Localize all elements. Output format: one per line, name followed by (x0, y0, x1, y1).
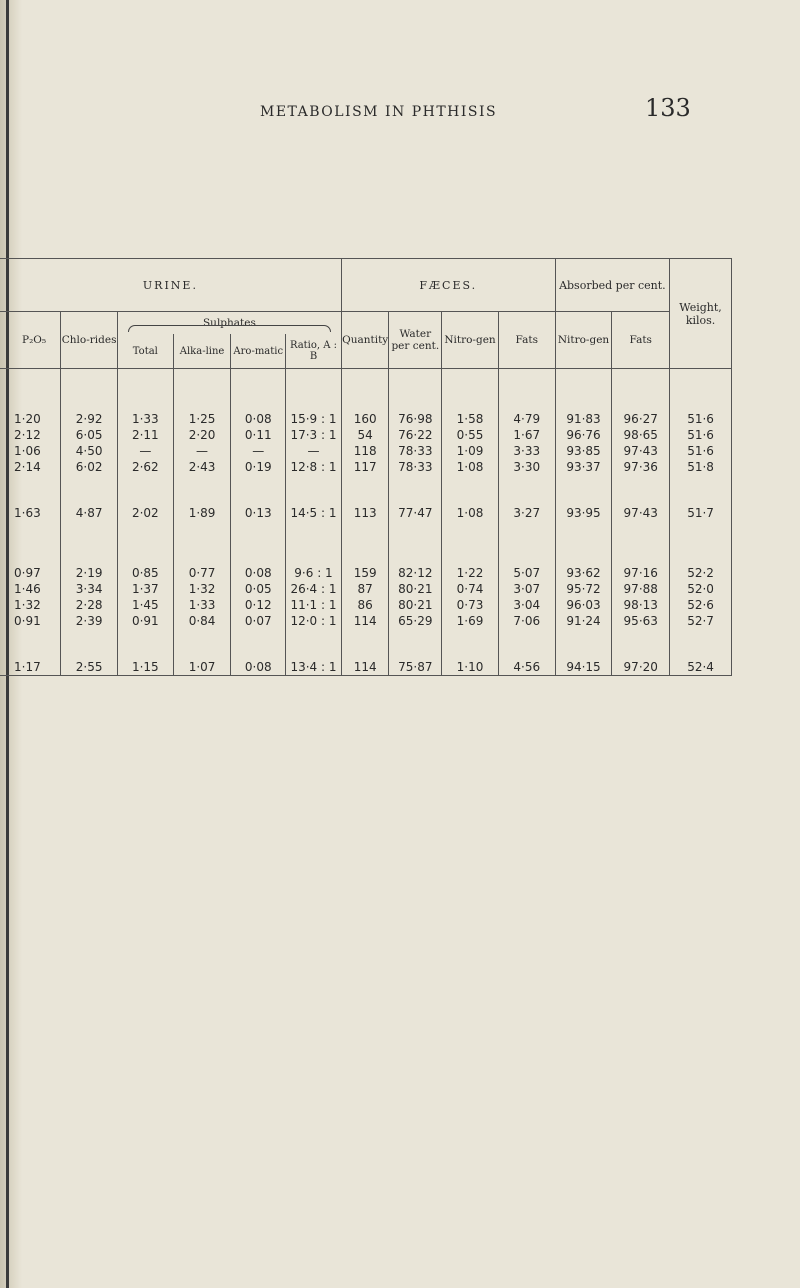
spacer-row (0, 383, 732, 397)
table-cell: 0·77 (173, 565, 231, 581)
table-cell: 93·95 (555, 505, 612, 521)
table-cell: 0·11 (231, 427, 286, 443)
table-cell: 82·12 (389, 565, 442, 581)
table-cell: 4·79 (498, 411, 555, 427)
table-cell: 97·20 (612, 659, 670, 676)
table-cell: 3·30 (498, 459, 555, 475)
group-header-row (0, 259, 732, 312)
table-cell: 93·85 (555, 443, 612, 459)
table-cell: 1·09 (442, 443, 499, 459)
faeces-nitrogen-header: Nitro-gen (442, 312, 499, 369)
quantity-header: Quantity (341, 312, 389, 369)
faeces-fats-header: Fats (498, 312, 555, 369)
table-cell: 12·0 : 1 (286, 613, 342, 629)
table-cell: 51·6 (670, 443, 732, 459)
table-cell: 1·89 (173, 505, 231, 521)
table-cell: 118 (341, 443, 389, 459)
spacer-row (0, 369, 732, 384)
table-cell: 2·02 (117, 505, 173, 521)
table-cell: 2·14 (14, 460, 41, 474)
absorbed-nitrogen-header: Nitro-gen (555, 312, 612, 369)
table-cell: 1·32 (14, 598, 41, 612)
table-row (0, 597, 732, 613)
table-cell: 0·12 (231, 597, 286, 613)
table-row (0, 411, 732, 427)
table-cell: 113 (341, 505, 389, 521)
table-cell: 0·08 (231, 565, 286, 581)
table-cell: 54 (341, 427, 389, 443)
table-cell: 97·88 (612, 581, 670, 597)
table-cell: 1·67 (498, 427, 555, 443)
table-cell: 75·87 (389, 659, 442, 676)
table-cell: 2·39 (61, 613, 118, 629)
table-cell: 0·13 (231, 505, 286, 521)
table-cell: 51·6 (670, 411, 732, 427)
p2o5-header: P₂O₅ (0, 312, 61, 369)
table-cell: 97·43 (612, 443, 670, 459)
table-cell: 98·13 (612, 597, 670, 613)
table-cell: 0·91 (117, 613, 173, 629)
table-cell: 3·34 (61, 581, 118, 597)
table-cell: 80·21 (389, 581, 442, 597)
table-cell: 4·87 (61, 505, 118, 521)
table-cell: 94·15 (555, 659, 612, 676)
table-cell: 12·8 : 1 (286, 459, 342, 475)
table-cell: 1·10 (442, 659, 499, 676)
table-cell: 97·16 (612, 565, 670, 581)
chlorides-header: Chlo-rides (61, 312, 118, 369)
table-row (0, 565, 732, 581)
table-cell: 78·33 (389, 443, 442, 459)
table-cell: 0·55 (442, 427, 499, 443)
table-cell: 2·28 (61, 597, 118, 613)
table-cell: 6·02 (61, 459, 118, 475)
table-cell: 76·22 (389, 427, 442, 443)
table-cell: 65·29 (389, 613, 442, 629)
sulphates-brace (128, 325, 331, 332)
table-cell: 95·63 (612, 613, 670, 629)
table-cell: 1·17 (0, 659, 61, 676)
table-cell: 1·33 (173, 597, 231, 613)
table-cell: 2·55 (61, 659, 118, 676)
table-cell: 1·20 (14, 412, 41, 426)
metabolism-table (0, 258, 732, 676)
table-cell: 26·4 : 1 (286, 581, 342, 597)
table-row (0, 427, 732, 443)
spacer-row (0, 551, 732, 565)
table-cell: 96·27 (612, 411, 670, 427)
table-cell: 0·08 (231, 411, 286, 427)
column-header-row (0, 312, 732, 335)
table-cell: 3·04 (498, 597, 555, 613)
table-cell: 9·6 : 1 (286, 565, 342, 581)
table-body (0, 411, 732, 676)
table-cell: 91·24 (555, 613, 612, 629)
table-cell: — (231, 443, 286, 459)
table-cell: 2·92 (61, 411, 118, 427)
table-cell: 7·06 (498, 613, 555, 629)
table-cell: 2·11 (117, 427, 173, 443)
table-cell: 1·08 (442, 505, 499, 521)
absorbed-group-header: Absorbed per cent. (555, 259, 669, 312)
table-cell: 52·4 (670, 659, 732, 676)
table-cell: 1·37 (117, 581, 173, 597)
table-cell: 97·43 (612, 505, 670, 521)
table-cell: 51·6 (670, 427, 732, 443)
table-cell: 0·19 (231, 459, 286, 475)
table-cell: 95·72 (555, 581, 612, 597)
table-cell: 15·9 : 1 (286, 411, 342, 427)
faeces-group-header: FÆCES. (341, 259, 555, 312)
water-header: Water per cent. (389, 312, 442, 369)
table-cell: 1·63 (14, 506, 41, 520)
table-cell: 114 (341, 659, 389, 676)
table-cell: 1·45 (117, 597, 173, 613)
table-cell: 4·50 (61, 443, 118, 459)
table-cell: 0·73 (442, 597, 499, 613)
alkaline-header: Alka-line (173, 334, 231, 369)
running-head: METABOLISM IN PHTHISIS (260, 104, 498, 120)
table-cell: 1·06 (14, 444, 41, 458)
table-cell: 160 (341, 411, 389, 427)
urine-group-header: URINE. (0, 259, 341, 312)
table-cell: 52·7 (670, 613, 732, 629)
spacer-row (0, 475, 732, 505)
table-cell: 3·07 (498, 581, 555, 597)
table-cell: 51·7 (670, 505, 732, 521)
table-cell: 98·65 (612, 427, 670, 443)
table-cell: 1·58 (442, 411, 499, 427)
absorbed-fats-header: Fats (612, 312, 670, 369)
table-cell: 159 (341, 565, 389, 581)
table-cell: 0·05 (231, 581, 286, 597)
table-cell: 78·33 (389, 459, 442, 475)
table-row (0, 459, 732, 475)
spacer-row (0, 521, 732, 551)
table-row (0, 443, 732, 459)
weight-header: Weight, kilos. (670, 259, 732, 369)
sulphates-label: Sulphates (202, 317, 256, 329)
table-cell: 52·0 (670, 581, 732, 597)
table-cell: 96·03 (555, 597, 612, 613)
table-cell: 117 (341, 459, 389, 475)
table-cell: 1·08 (442, 459, 499, 475)
table-cell: 97·36 (612, 459, 670, 475)
aromatic-header: Aro-matic (231, 334, 286, 369)
spacer-row (0, 397, 732, 411)
table-cell: 6·05 (61, 427, 118, 443)
table-cell: — (286, 443, 342, 459)
table-cell: 77·47 (389, 505, 442, 521)
table-cell: 0·07 (231, 613, 286, 629)
table-cell: 80·21 (389, 597, 442, 613)
table-cell: — (117, 443, 173, 459)
ratio-header: Ratio, A : B (286, 334, 342, 369)
table-cell: 52·2 (670, 565, 732, 581)
table-cell: 1·25 (173, 411, 231, 427)
table-cell: 3·27 (498, 505, 555, 521)
table-row (0, 613, 732, 629)
page-number: 133 (645, 94, 691, 122)
table-cell: 17·3 : 1 (286, 427, 342, 443)
table-cell: 1·22 (442, 565, 499, 581)
table-cell: 14·5 : 1 (286, 505, 342, 521)
table-cell: 3·33 (498, 443, 555, 459)
table-cell: 87 (341, 581, 389, 597)
table-cell: 93·37 (555, 459, 612, 475)
table-cell: 0·97 (14, 566, 41, 580)
table-cell: 51·8 (670, 459, 732, 475)
table-cell: 93·62 (555, 565, 612, 581)
total-header: Total (117, 334, 173, 369)
table-cell: 1·69 (442, 613, 499, 629)
table-cell: 2·20 (173, 427, 231, 443)
table-row (0, 581, 732, 597)
table-cell: 0·74 (442, 581, 499, 597)
table-cell: 0·91 (14, 614, 41, 628)
table-cell: 1·33 (117, 411, 173, 427)
table-cell: 0·84 (173, 613, 231, 629)
table-cell: 1·15 (117, 659, 173, 676)
sulphates-header (117, 312, 341, 335)
table-cell: 114 (341, 613, 389, 629)
table-cell: 76·98 (389, 411, 442, 427)
table-cell: 2·12 (14, 428, 41, 442)
table-cell: 1·07 (173, 659, 231, 676)
table-cell: 91·83 (555, 411, 612, 427)
table-cell: 13·4 : 1 (286, 659, 342, 676)
summary-row (0, 659, 732, 676)
table-cell: 4·56 (498, 659, 555, 676)
table-cell: 86 (341, 597, 389, 613)
table-cell: 52·6 (670, 597, 732, 613)
spacer-row (0, 629, 732, 659)
table-cell: 1·32 (173, 581, 231, 597)
table-cell: 5·07 (498, 565, 555, 581)
table-cell: 0·85 (117, 565, 173, 581)
summary-row (0, 505, 732, 521)
table-cell: — (173, 443, 231, 459)
table-cell: 2·19 (61, 565, 118, 581)
table-cell: 11·1 : 1 (286, 597, 342, 613)
table-cell: 0·08 (231, 659, 286, 676)
table-cell: 96·76 (555, 427, 612, 443)
table-cell: 2·43 (173, 459, 231, 475)
table-cell: 1·46 (14, 582, 41, 596)
table-cell: 2·62 (117, 459, 173, 475)
